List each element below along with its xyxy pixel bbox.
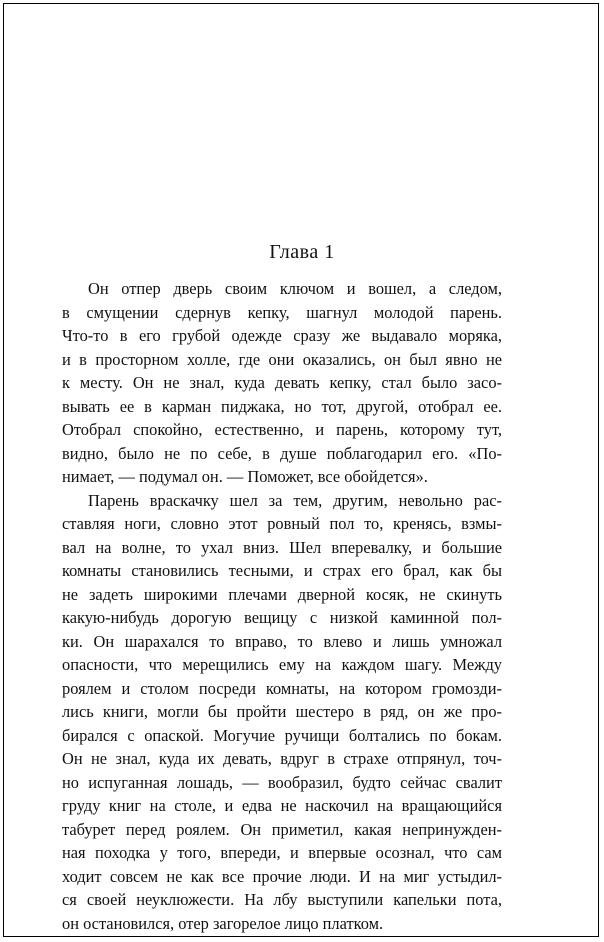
text-line: ная походка у того, впереди, и впервые осознал, что сам [62,843,502,862]
text-line: Отобрал спокойно, естественно, и парень, которому тут, [62,420,502,439]
text-line: лись книги, могли бы пройти шестеро в ряд, он же про- [62,702,502,721]
text-line: какую-нибудь дорогую вещицу с низкой каминной пол- [62,608,502,627]
text-line: груду книг на столе, и едва не наскочил на вращающийся [62,796,502,815]
text-line: вал на волне, то ухал вниз. Шел вперевалку, и большие [62,537,502,557]
paragraph-1 [62,277,502,489]
text-line: но испуганная лошадь, — вообразил, будто сейчас свалит [62,772,502,792]
text-line: ки. Он шарахался то вправо, то влево и лишь умножал [62,631,502,651]
text-line: табурет перед роялем. Он приметил, какая непринужден- [62,819,502,839]
paragraph-2 [62,489,502,936]
text-line: ся своей неуклюжести. На лбу выступили капельки пота, [62,890,502,909]
text-line: ставляя ноги, словно этот ровный пол то, кренясь, взмы- [62,514,502,533]
text-line: не задеть широкими плечами дверной косяк, не скинуть [62,584,502,604]
text-line: в смущении сдернув кепку, шагнул молодой парень. [62,302,502,322]
text-line: Он не знал, куда их девать, вдруг в страхе отпрянул, точ- [62,749,502,768]
text-line: бирался с опаской. Могучие ручищи болтались по бокам. [62,725,502,745]
text-line: Он отпер дверь своим ключом и вошел, а следом, [88,279,502,298]
text-line: и в просторном холле, где они оказались, он был явно не [62,349,502,369]
text-line: комнаты становились тесными, и страх его брал, как бы [62,561,502,580]
book-page [3,3,599,937]
text-line: нимает, — подумал он. — Поможет, все обойдется». [62,467,428,486]
chapter-text [62,277,502,935]
text-line: опасности, что мерещились ему на каждом шагу. Между [62,655,502,674]
text-line: Что-то в его грубой одежде сразу же выдавало моряка, [62,326,502,345]
text-line: роялем и столом посреди комнаты, на котором громозди- [62,678,502,698]
text-line: Парень враскачку шел за тем, другим, невольно рас- [88,490,502,510]
chapter-title: Глава 1 [269,241,335,263]
text-line: видно, было не по себе, в душе поблагодарил его. «По- [62,443,502,463]
text-line: ходит совсем не как все прочие люди. И на миг устыдил- [62,866,502,886]
text-line: к месту. Он не знал, куда девать кепку, стал было засо- [62,373,502,392]
text-line: вывать ее в карман пиджака, но тот, другой, отобрал ее. [62,396,502,416]
text-line: он остановился, отер загорелое лицо платком. [62,913,384,933]
